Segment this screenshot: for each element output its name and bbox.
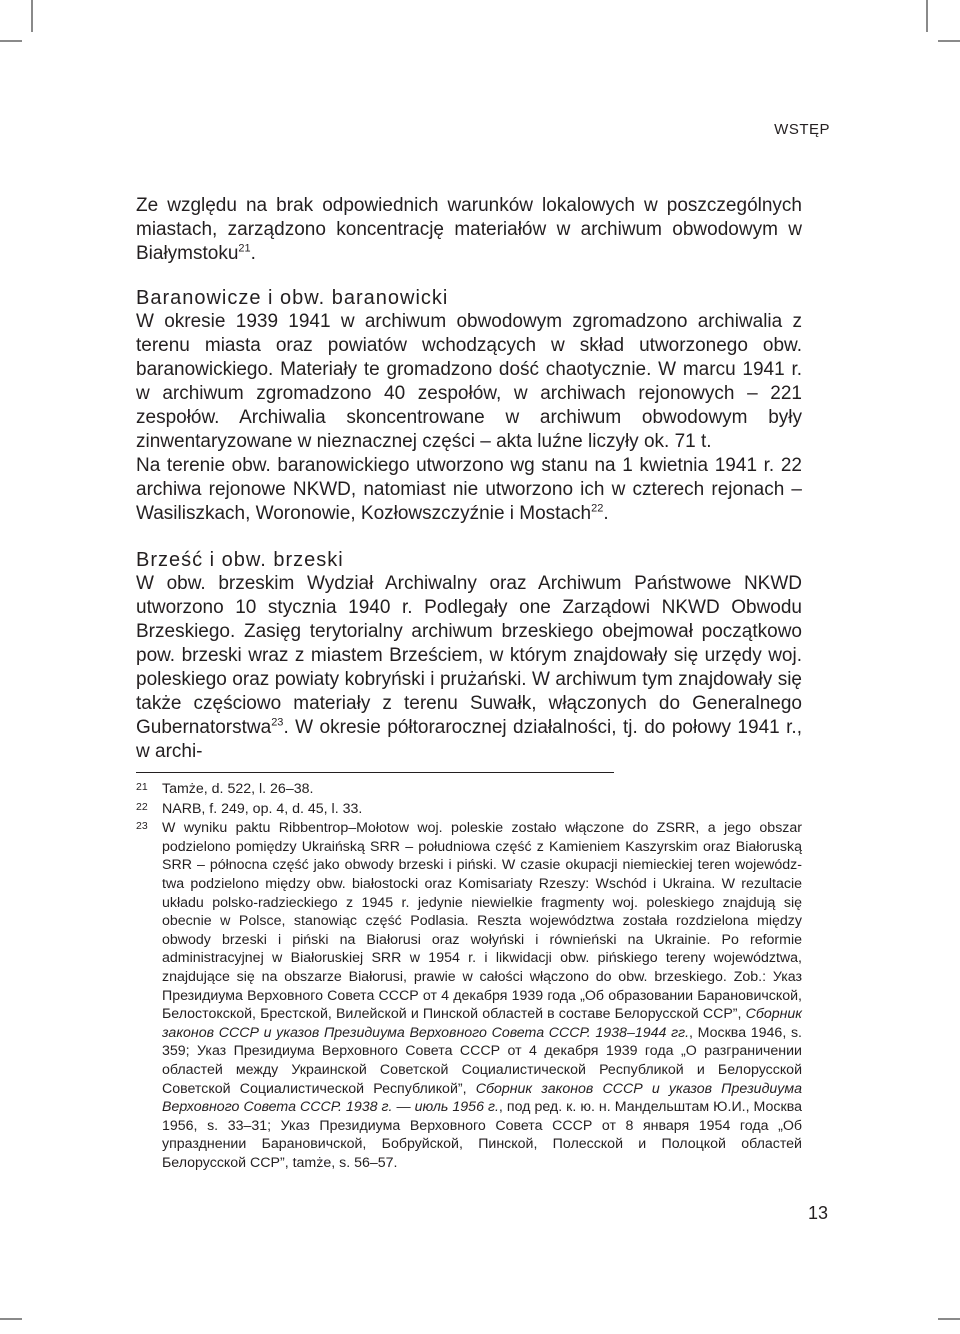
crop-mark-bottom-right-horizontal <box>938 1318 960 1320</box>
footnote-separator <box>136 772 614 773</box>
crop-mark-top-left-horizontal <box>0 40 22 42</box>
footnote-number: 22 <box>136 800 148 813</box>
section-heading-brzesc: Brześć i obw. brzeski <box>136 549 344 571</box>
crop-mark-bottom-left-horizontal <box>0 1318 22 1320</box>
brzesc-paragraph-1-end: . W okresie półtorarocznej działalności, tj. do połowy 1941 r., w archi- <box>136 717 802 762</box>
footnote-ref-23[interactable]: 23 <box>271 716 284 729</box>
baranowicze-paragraph-2-end: . <box>603 503 609 524</box>
footnote-text <box>162 800 802 819</box>
intro-paragraph <box>136 194 802 266</box>
baranowicze-paragraph-2 <box>136 454 802 526</box>
baranowicze-paragraph-1: W okresie 1939 1941 w archiwum obwodowym zgromadzono archiwalia z terenu miasta oraz powiatów wchodzących w skład utworzonego obw. baranowickiego. Materiały te gromadzono dość chaotycznie. W marcu 1941 r. w archiwum zgromadzono 40 zespołów, w archiwach rejonowych – 221 zespołów. Archiwalia skoncentrowane w archiwum obwodowym były zinwentaryzowane w nieznacznej części – akta luźne liczyły ok. 71 t. <box>136 311 802 452</box>
footnote-part: NARB, f. 249, op. 4, d. 45, l. 33. <box>162 800 363 817</box>
footnote-ref-21[interactable]: 21 <box>238 242 251 255</box>
crop-mark-top-right-horizontal <box>938 40 960 42</box>
section-heading-baranowicze: Baranowicze i obw. baranowicki <box>136 287 449 309</box>
crop-mark-top-right-vertical <box>926 0 928 32</box>
running-header: WSTĘP <box>774 121 830 138</box>
footnote-part: W wyniku paktu Ribbentrop–Mołotow woj. poleskie zostało włączone do ZSRR, a jego obszar podzielono pomiędzy Ukraińską SRR – południowa część z Kamieniem Kaszyrskim oraz Białoruską SRR – północna część jako obwody brzeski i piński. W czasie okupacji niemieckiej teren województwa podzielono między obw. białostocki oraz Komisariaty Rzeszy: Wschód i Ukraina. W rezultacie układu polsko-radzieckiego z 1945 r. jedynie niewielkie fragmenty woj. poleskiego znajdują się obecnie w Polsce, stanowiąc część Podlasia. Reszta województwa została rozdzielona między obwody brzeski i piński na Białorusi oraz wołyński i równieński na Ukrainie. Po reformie administracyjnej w Białoruskiej SRR w 1954 r. i likwidacji obw. pińskiego tereny województwa, znajdujące się na obszarze Białorusi, prawie w całości włączono do obw. brzeskiego. Zob.: Указ Президиума Верховного Совета СССР от 4 декабря 1939 года „Об образовании Барановичской, Белостокской, Брестской, Вилейской и Пинской областей в составе Белорусской ССР”, <box>162 820 802 1023</box>
page-number: 13 <box>807 1203 828 1223</box>
footnote-number: 21 <box>136 781 148 793</box>
baranowicze-paragraph-2-text: Na terenie obw. baranowickiego utworzono wg stanu na 1 kwietnia 1941 r. 22 archiwa rejonowe NKWD, natomiast nie utworzono ich w czterech rejonach – Wasiliszkach, Woronowie, Kozłowszczyźnie i Mostach <box>136 455 802 524</box>
intro-end: . <box>250 243 256 264</box>
brzesc-paragraph-1 <box>136 572 802 764</box>
footnote-text <box>162 780 802 799</box>
footnote-part: Tamże, d. 522, l. 26–38. <box>162 781 314 797</box>
brzesc-paragraph-1-text: W obw. brzeskim Wydział Archiwalny oraz Archiwum Państwowe NKWD utworzono 10 stycznia 1940 r. Podlegały one Zarządowi NKWD Obwodu Brzeskiego. Zasięg terytorialny archiwum brzeskiego obejmował początkowo pow. brzeski wraz z miastem Brześciem, w którym znajdowały się urzędy woj. poleskiego oraz powiaty kobryński i prużański. W archiwum tym znajdowały się także częściowo materiały z terenu Suwałk, włączonych do Generalnego Gubernatorstwa <box>136 573 802 738</box>
crop-mark-top-left-vertical <box>31 0 33 32</box>
intro-text: Ze względu na brak odpowiednich warunków lokalowych w poszczególnych miastach, zarządzono koncentrację materiałów w archiwum obwodowym w Białymstoku <box>136 195 802 264</box>
footnote-22 <box>136 800 802 819</box>
footnote-number: 23 <box>136 820 148 833</box>
footnote-ref-22[interactable]: 22 <box>591 502 604 515</box>
footnote-part: , Москва 1946, s. 359; Указ Президиума Верховного Совета СССР от 4 декабря 1939 года „О разграничении областей между Украинской Советской Социалистической Республикой и Белорусской Советской Социалистической Республикой”, <box>162 1024 802 1097</box>
footnotes <box>136 780 802 1172</box>
footnote-23 <box>136 819 802 1172</box>
footnote-part: , под ред. к. ю. н. Мандельштам Ю.И., Москва 1956, s. 33–31; Указ Президиума Верховного Совета СССР от 8 января 1954 года „Об упразднении Барановичской, Бобруйской, Пинской, Полесской и Полоцкой областей Белорусской ССР”, tamże, s. 56–57. <box>162 1099 802 1171</box>
footnote-text <box>162 819 802 1172</box>
footnote-part-italic: Сборник законов СССР и указов Президиума Верховного Совета СССР. 1938–1944 гг. <box>162 1006 802 1041</box>
footnote-part-italic: Сборник законов СССР и указов Президиума Верховного Совета СССР. 1938 г. — июль 1956 г. <box>162 1080 803 1116</box>
main-text <box>136 194 802 764</box>
footnote-21 <box>136 780 802 799</box>
